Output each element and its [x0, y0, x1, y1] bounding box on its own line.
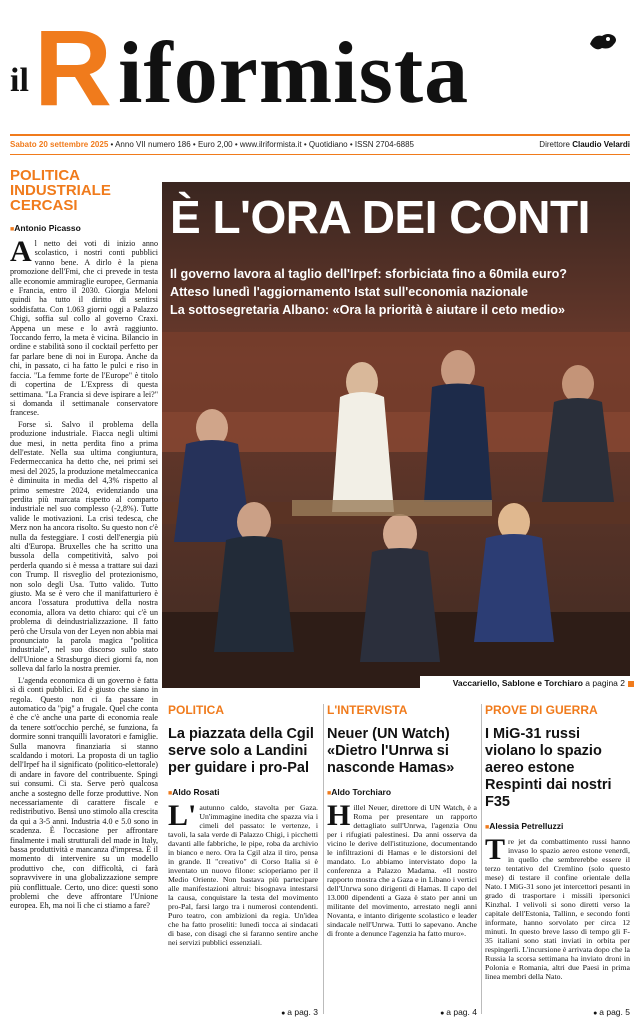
section-label: POLITICA: [168, 703, 224, 717]
page-reference[interactable]: ● a pag. 4: [440, 1007, 477, 1017]
article-author: ■ Aldo Rosati: [168, 787, 318, 797]
article-text: Hillel Neuer, direttore di UN Watch, è a Roma per presentare un rapporto dettagliato sull'Unrwa, l'agenzia Onu per i rifugiati palestinesi. Da anni osserva da vicino le derive dell'istituzione, documentando le infiltrazioni di Hamas e le distorsioni del mandato. Lo abbiamo intervistato dopo la conferenza a Palazzo Madama. «Il nostro rapporto mostra che a Gaza e in Libano i vertici dell'Unrwa sono dirigenti di Hamas. Il capo del 13.000 dipendenti a Gaza è stato per anni un militante del movimento, arrestato negli anni Novanta, e intanto dirigente scolastico e leader sindacale nell'Unrwa. Tutti lo sapevano. Anche di fronte a denunce l'agenzia ha fatto muro».: [327, 799, 477, 938]
article-title[interactable]: I MiG-31 russi violano lo spazio aereo estone Respinti dai nostri F35: [485, 726, 612, 810]
article-intervista: [327, 703, 477, 1021]
issue-info-bar: [10, 134, 630, 155]
issue-details: • Anno VII numero 186 • Euro 2,00 • www.ilriformista.it • Quotidiano • ISSN 2704-6885: [108, 140, 414, 149]
article-author: ■ Aldo Torchiaro: [327, 787, 477, 797]
editorial-body: [10, 235, 158, 911]
article-prove-di-guerra: [485, 703, 630, 1021]
article-text: L'autunno caldo, stavolta per Gaza. Un'immagine inedita che spazza via i cimeli del passato: le vertenze, i tavoli, la sala verde di Palazzo Chigi, i picchetti davanti alle fabbriche, le pipe, roba da archivio in bianco e nero. Ora la Cgil alza il tiro, pensa in grande. Il "creativo" di Corso Italia si è inventato un nuovo filone: scioperiamo per il Medio Oriente. Non bastava più partecipare alle manifestazioni altrui: bisognava intestarsi la causa, conquistare la testa del movimento pro-Pal, farsi largo tra i numerosi contendenti. Puro teatro, con ambizioni da regia. Un'idea che ha fatto proseliti: lunedì tocca ai sindacati di base, con disagi che si faranno sentire anche nei servizi pubblici essenziali.: [168, 799, 318, 947]
editorial-paragraph: Forse sì. Salvo il problema della produzione industriale. Fiacca negli ultimi due mesi, in netta perdita fino a prima dell'estate. Nella sua ultima congiuntura, Federmeccanica ha detto che, nei primi sei mesi del 2025, la produzione metalmeccanica è diminuita in media del 4,3% rispetto al primo semestre 2024, evidenziando una perdita più marcata rispetto al comparto industriale nel suo complesso (-2,8%). Tutte valide le motivazioni. La crisi tedesca, che Merz non ha ancora risolto. Su questo non c'è nulla da festeggiare. I costi dell'energia più alti d'Europa. Bruxelles che ha scritto una bussola della competitività, salvo poi perderla quando si è messa a trattare sui dazi con Trump. Il risveglio del protezionismo, non solo degli Usa. Tutto valido. Tutto giusto. Ma se è vero che il manifatturiero è ancora l'ossatura produttiva della nostra economia, allora va detto chiaro: qui c'è un problema di deindustrializzazione. Il fatto però che Ursula von der Leyen non abbia mai pronunciato la parola magica "politica industriale", nel suo discorso sullo stato dell'Unione a Strasburgo dieci giorni fa, non solleva dal farlo la nostra premier.: [10, 419, 158, 674]
page-reference[interactable]: ● a pag. 3: [281, 1007, 318, 1017]
main-subhead: Atteso lunedì l'aggiornamento Istat sull'economia nazionale: [170, 285, 528, 299]
editorial-paragraph: L'agenda economica di un governo è fatta sì di conti pubblici. Ed è giusto che siano in regola. Questo non ci fa passare in automatico da "pig" a frugale. Quel che conta è che c'è anche una parte di economia reale da tenere sott'occhio perché, se funziona, fa dormire sonni tranquilli lavoratori e famiglie. Sulla manovra finanziaria si stanno scaldando i motori. La proposta di un taglio dell'Irpef ha il significato (politico-elettorale) di andare in favore del contribuente. Spingi sui consumi. Ci sta. Serve però qualcosa anche a sostegno delle forze produttive. Non necessariamente di carattere fiscale e redistributivo. Bensì uno stimolo alla crescita da qui a 3-5 anni. Industria 4.0 e 5.0 sono in scadenza. È l'occasione per affrontare finalmente i mali strutturali del made in Italy, bassa produttività e mancanza d'impresa. È il momento di intervenire su un modello produttivo che, con difficoltà, ci farà sopravvivere in una globalizzazione sempre più conflittuale. Certo, uno dice: questi sono problemi che deve affrontare l'Unione europea. Eh, ma noi lì che ci stiamo a fare?: [10, 675, 158, 911]
issue-date: Sabato 20 settembre 2025: [10, 140, 109, 149]
logo-mark-icon: [588, 30, 618, 52]
article-author: ■ Alessia Petrelluzzi: [485, 821, 630, 831]
editorial-title[interactable]: POLITICA INDUSTRIALE CERCASI: [10, 168, 111, 214]
article-title[interactable]: La piazzata della Cgil serve solo a Landini per guidare i pro-Pal: [168, 726, 314, 776]
editorial-column: [10, 168, 158, 1018]
logo-il: il: [10, 62, 29, 99]
caption-marker-icon: [628, 681, 634, 687]
main-photo[interactable]: [162, 182, 630, 688]
main-subhead: Il governo lavora al taglio dell'Irpef: sforbiciata fino a 60mila euro?: [170, 267, 567, 281]
caption-page: a pagina 2: [582, 678, 625, 688]
section-label: PROVE DI GUERRA: [485, 703, 598, 717]
article-text: Tre jet da combattimento russi hanno invaso lo spazio aereo estone venerdì, in quello che sembrerebbe essere il terzo tentativo del Cremlino (solo questo mese) di testare il confine orientale della Nato. I MiG-31 sono jet intercettori pesanti in grado di trasportare i missili ipersonici Kinzhal. I velivoli si sono diretti verso la capitale dell'Estonia, Tallinn, e secondo fonti informate, hanno sorvolato per circa 12 minuti. In questo breve lasso di tempo gli F-35 italiani sono stati inviati in orbita per respingerli. L'incursione è arrivata dopo che la Russia la scorsa settimana ha inviato droni in Polonia e Romania, altri due Paesi in prima linea membri della Nato.: [485, 833, 630, 981]
main-headline[interactable]: È L'ORA DEI CONTI: [170, 191, 590, 243]
article-title[interactable]: Neuer (UN Watch) «Dietro l'Unrwa si nasconde Hamas»: [327, 726, 455, 776]
logo-wordmark: iformista: [118, 25, 470, 122]
column-divider: [481, 704, 482, 1014]
director-name: Claudio Velardi: [572, 140, 630, 149]
section-label: L'INTERVISTA: [327, 703, 408, 717]
article-politica: [168, 703, 318, 1021]
editorial-paragraph: Al netto dei voti di inizio anno scolastico, i nostri conti pubblici vanno bene. A dirlo è la piena promozione dell'Fmi, che ci prevede in testa alle economie ammiraglie europee, Germania e Francia, entro il 2030. Giorgia Meloni quindi ha tutto il diritto di sentirsi soddisfatta. Con 1.063 giorni oggi a Palazzo Chigi, soffia sul collo al governo Craxi. Appena un mese e lo avrà raggiunto. Toccando ferro, la meta è vicina. Bilancio in ordine e stabilità sono il cocktail perfetto per far parlare bene di noi in Europa. Anche da chi, in passato, ci ha fatto le pulci e riso in faccia. "La femme forte de l'Europe" è titolo di copertina de L'Express di questa settimana. "La Francia si deve ispirare a lei?" si domanda il settimanale conservatore francese.: [10, 235, 158, 418]
director-label: Direttore: [539, 140, 573, 149]
page-reference[interactable]: ● a pag. 5: [593, 1007, 630, 1017]
main-subhead: La sottosegretaria Albano: «Ora la priorità è aiutare il ceto medio»: [170, 303, 565, 317]
caption-names: Vaccariello, Sablone e Torchiaro: [452, 678, 583, 688]
logo-r: R: [34, 7, 112, 128]
masthead: [0, 0, 640, 140]
parliament-photo-illustration: [162, 182, 630, 688]
column-divider: [323, 704, 324, 1014]
editorial-author: ■ Antonio Picasso: [10, 223, 158, 233]
photo-caption[interactable]: [420, 676, 638, 690]
